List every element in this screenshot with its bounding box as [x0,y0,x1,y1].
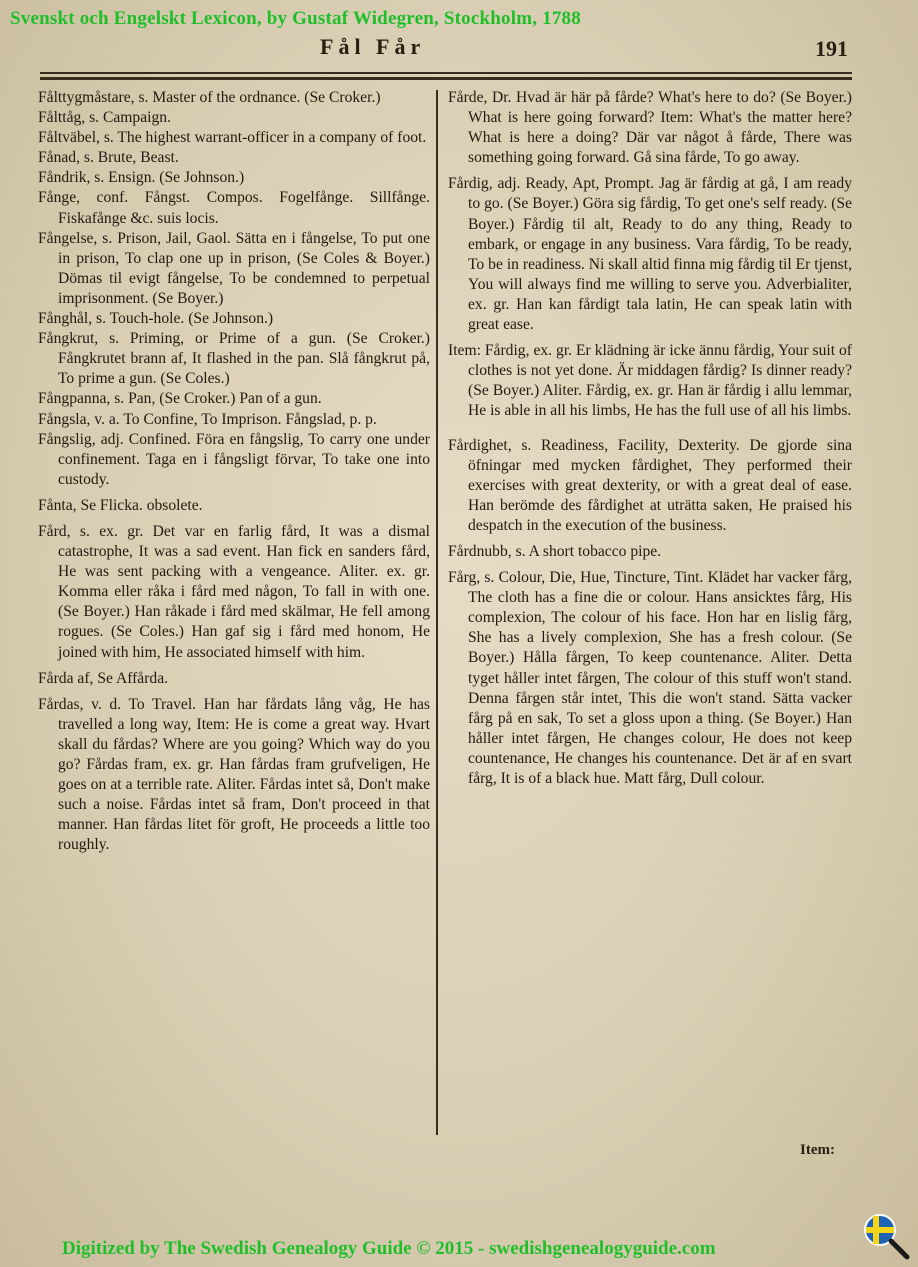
dictionary-entry: Fånge, conf. Fångst. Compos. Fogelfånge. Sillfånge. Fiskafånge &c. suis locis. [38,189,430,227]
dictionary-entry: Fårdnubb, s. A short tobacco pipe. [448,542,662,560]
dictionary-entry: Fångpanna, s. Pan, (Se Croker.) Pan of a gun. [38,390,322,408]
dictionary-entry: Fångslig, adj. Confined. Föra en fångslig, To carry one under confinement. Taga en i fångsligt förvar, To take one into custody. [38,430,430,488]
swedish-flag-magnifier-icon [862,1212,912,1262]
dictionary-entry: Fård, s. ex. gr. Det var en farlig fård, It was a dismal catastrophe, It was a sad event. Han fick en sanders fård, He was sent packing with a vengeance. Aliter. ex. gr. Komma eller råka i fård med någon, To fall in with one. (Se Boyer.) Han råkade i fård med skälmar, He fell among rogues. (Se Coles.) Han gaf sig i fård med honom, He joined with him, He associated himself with him. [38,522,430,661]
dictionary-entry: Fårg, s. Colour, Die, Hue, Tincture, Tint. Klädet har vacker fårg, The cloth has a fine die or colour. Hans ansicktes fårg, His complexion, The colour of his face. Hon har en lislig fårg, She has a lively complexion, She has a fresh colour. (Se Boyer.) Hålla fårgen, To keep countenance. Aliter. Detta tyget håller intet fårgen, The colour of this stuff won't stand. Denna fårgen står intet, This die won't stand. Sätta vacker fårg på en sak, To set a gloss upon a thing. (Se Boyer.) Han håller intet fårgen, He changes colour, He does not keep countenance, He changes his countenance. Det är af en svart fårg, It is of a black hue. Matt fårg, Dull colour. [448,569,852,787]
running-head: Fål Får [320,34,426,59]
dictionary-entry: Fåndrik, s. Ensign. (Se Johnson.) [38,169,245,187]
dictionary-entry: Fånghål, s. Touch-hole. (Se Johnson.) [38,310,274,328]
dictionary-entry: Item: Fårdig, ex. gr. Er klädning är icke ännu fårdig, Your suit of clothes is not yet done. Är middagen fårdig? Is dinner ready? (Se Boyer.) Aliter. Fårdig, ex. gr. Han är fårdig i allu lemmar, He is able in all his limbs, He has the full use of all his limbs. [448,342,852,420]
overlay-title: Svenskt och Engelskt Lexicon, by Gustaf Widegren, Stockholm, 1788 [10,8,581,29]
dictionary-entry: Fångsla, v. a. To Confine, To Imprison. Fångslad, p. p. [38,410,377,428]
dictionary-entry: Fångelse, s. Prison, Jail, Gaol. Sätta en i fångelse, To put one in prison, To clap one up in prison, (Se Coles & Boyer.) Dömas til evigt fångelse, To be condemned to perpetual imprisonment. (Se Boyer.) [38,229,430,307]
column-divider [436,90,438,1135]
dictionary-entry: Fårdighet, s. Readiness, Facility, Dexterity. De gjorde sina öfningar med mycken fårdighet, They performed their exercises with great dexterity, or with a great deal of ease. Han berömde des fårdighet at uträtta saken, He praised his despatch in the execution of the business. [448,436,852,534]
dictionary-entry: Fånta, Se Flicka. obsolete. [38,496,203,514]
dictionary-entry: Fånad, s. Brute, Beast. [38,149,179,167]
header-rule [40,72,852,74]
dictionary-entry: Fålttåg, s. Campaign. [38,109,171,127]
dictionary-entry: Fårda af, Se Affårda. [38,669,169,687]
dictionary-entry: Fårdig, adj. Ready, Apt, Prompt. Jag är fårdig at gå, I am ready to go. (Se Boyer.) Göra sig fårdig, To get one's self ready. (Se Boyer.) Fårdig til alt, Ready to do any thing, Ready to embark, or engage in any business. Vara fårdig, To be ready, To be in readiness. Ni skall altid finna mig fårdig til Er tjenst, You will always find me willing to serve you. Adverbialiter, ex. gr. Han kan fårdigt tala latin, He can speak latin with great ease. [448,175,852,334]
dictionary-entry: Fångkrut, s. Priming, or Prime of a gun. (Se Croker.) Fångkrutet brann af, It flashed in the pan. Slå fångkrut på, To prime a gun. (Se Coles.) [38,330,430,388]
dictionary-entry: Fåltväbel, s. The highest warrant-officer in a company of foot. [38,129,427,147]
page-number: 191 [815,36,848,61]
catchword: Item: [800,1142,835,1158]
right-column [448,88,852,789]
footer-credit: Digitized by The Swedish Genealogy Guide © 2015 - swedishgenealogyguide.com [62,1238,716,1259]
dictionary-entry: Fårde, Dr. Hvad är här på fårde? What's here to do? (Se Boyer.) What is here going forward? Item: What's the matter here? What is here a doing? Där var något å fårde, There was something going forward. Gå sina fårde, To go away. [448,89,852,167]
left-column [38,88,430,855]
dictionary-entry: Fårdas, v. d. To Travel. Han har fårdats lång våg, He has travelled a long way, Item: He is come a great way. Hvart skall du fårdas? Where are you going? Which way do you go? Fårdas fram, ex. gr. Han fårdas fram grufveligen, He goes on at a terrible rate. Aliter. Fårdas intet så, Don't make such a noise. Fårdas intet så fram, Don't proceed in that manner. Han fårdas litet för groft, He proceeds a little too roughly. [38,695,430,854]
dictionary-entry: Fålttygmåstare, s. Master of the ordnance. (Se Croker.) [38,89,381,106]
header-rule-thick [40,77,852,80]
